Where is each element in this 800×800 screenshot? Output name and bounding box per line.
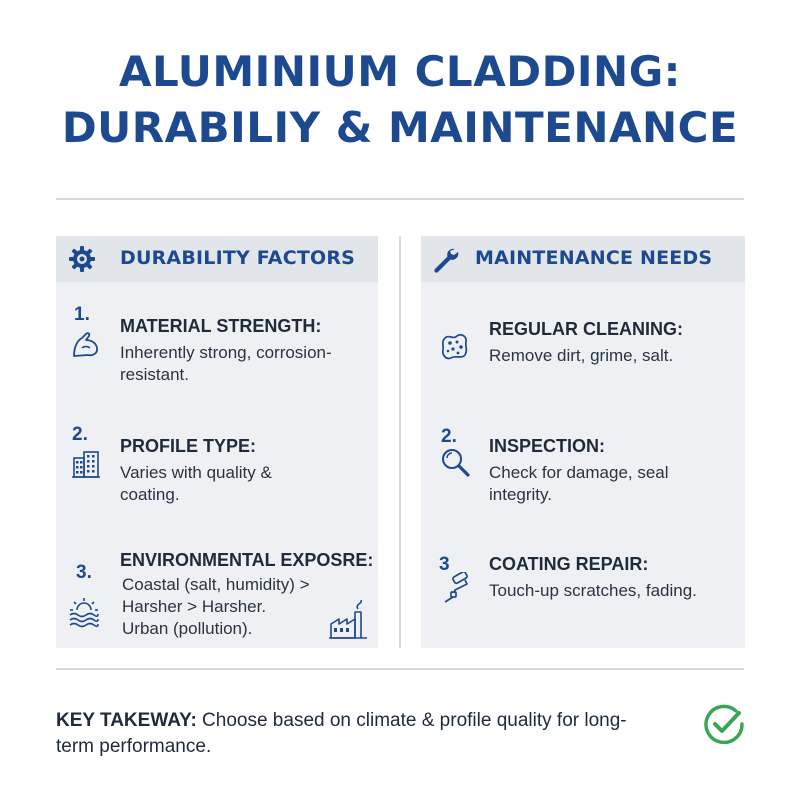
item-title: REGULAR CLEANING: (489, 319, 683, 339)
maintenance-header (421, 236, 745, 282)
magnifier-icon (439, 446, 471, 478)
sponge-icon (439, 330, 471, 362)
title-line-1: ALUMINIUM CLADDING: (119, 47, 681, 96)
durability-header (56, 236, 378, 282)
item-title: PROFILE TYPE: (120, 436, 257, 456)
item-description-line-1: Coastal (salt, humidity) > (122, 575, 310, 594)
item-number: 2. (72, 424, 88, 445)
key-takeaway (56, 708, 656, 760)
maintenance-heading: MAINTENANCE NEEDS (475, 247, 713, 269)
paint-roller-icon (439, 572, 471, 604)
item-title: MATERIAL STRENGTH: (120, 316, 322, 336)
column-divider (399, 236, 401, 648)
takeaway-text: Choose based on climate & profile quality for long-term performance. (56, 710, 627, 757)
item-description: Check for damage, seal integrity. (489, 463, 669, 504)
takeaway-label: KEY TAKEWAY: (56, 710, 197, 731)
item-number: 2. (441, 426, 457, 447)
sun-waves-icon (68, 596, 100, 628)
item-title: COATING REPAIR: (489, 554, 649, 574)
factory-icon (328, 600, 368, 640)
top-divider (56, 198, 744, 200)
item-number: 1. (74, 304, 90, 325)
item-title: ENVIRONMENTAL EXPOSRE: (120, 550, 374, 570)
page-title (0, 44, 800, 156)
durability-panel (56, 236, 378, 648)
item-number: 3. (76, 562, 92, 583)
maintenance-panel (421, 236, 745, 648)
item-title: INSPECTION: (489, 436, 606, 456)
item-description-line-2: Harsher > Harsher. (122, 597, 267, 616)
item-description: Remove dirt, grime, salt. (489, 346, 674, 365)
item-description: Inherently strong, corrosion-resistant. (120, 343, 332, 384)
title-line-2: DURABILIY & MAINTENANCE (61, 103, 739, 152)
item-description: Varies with quality & coating. (120, 463, 272, 504)
building-icon (70, 448, 102, 480)
item-description: Touch-up scratches, fading. (489, 581, 697, 600)
durability-heading: DURABILITY FACTORS (120, 247, 356, 269)
bottom-divider (56, 668, 744, 670)
item-number: 3 (439, 554, 450, 575)
gear-icon (68, 245, 96, 273)
checkmark-icon (702, 702, 746, 746)
wrench-icon (431, 245, 459, 273)
flexed-arm-icon (70, 328, 102, 360)
item-description-line-3: Urban (pollution). (122, 619, 253, 638)
